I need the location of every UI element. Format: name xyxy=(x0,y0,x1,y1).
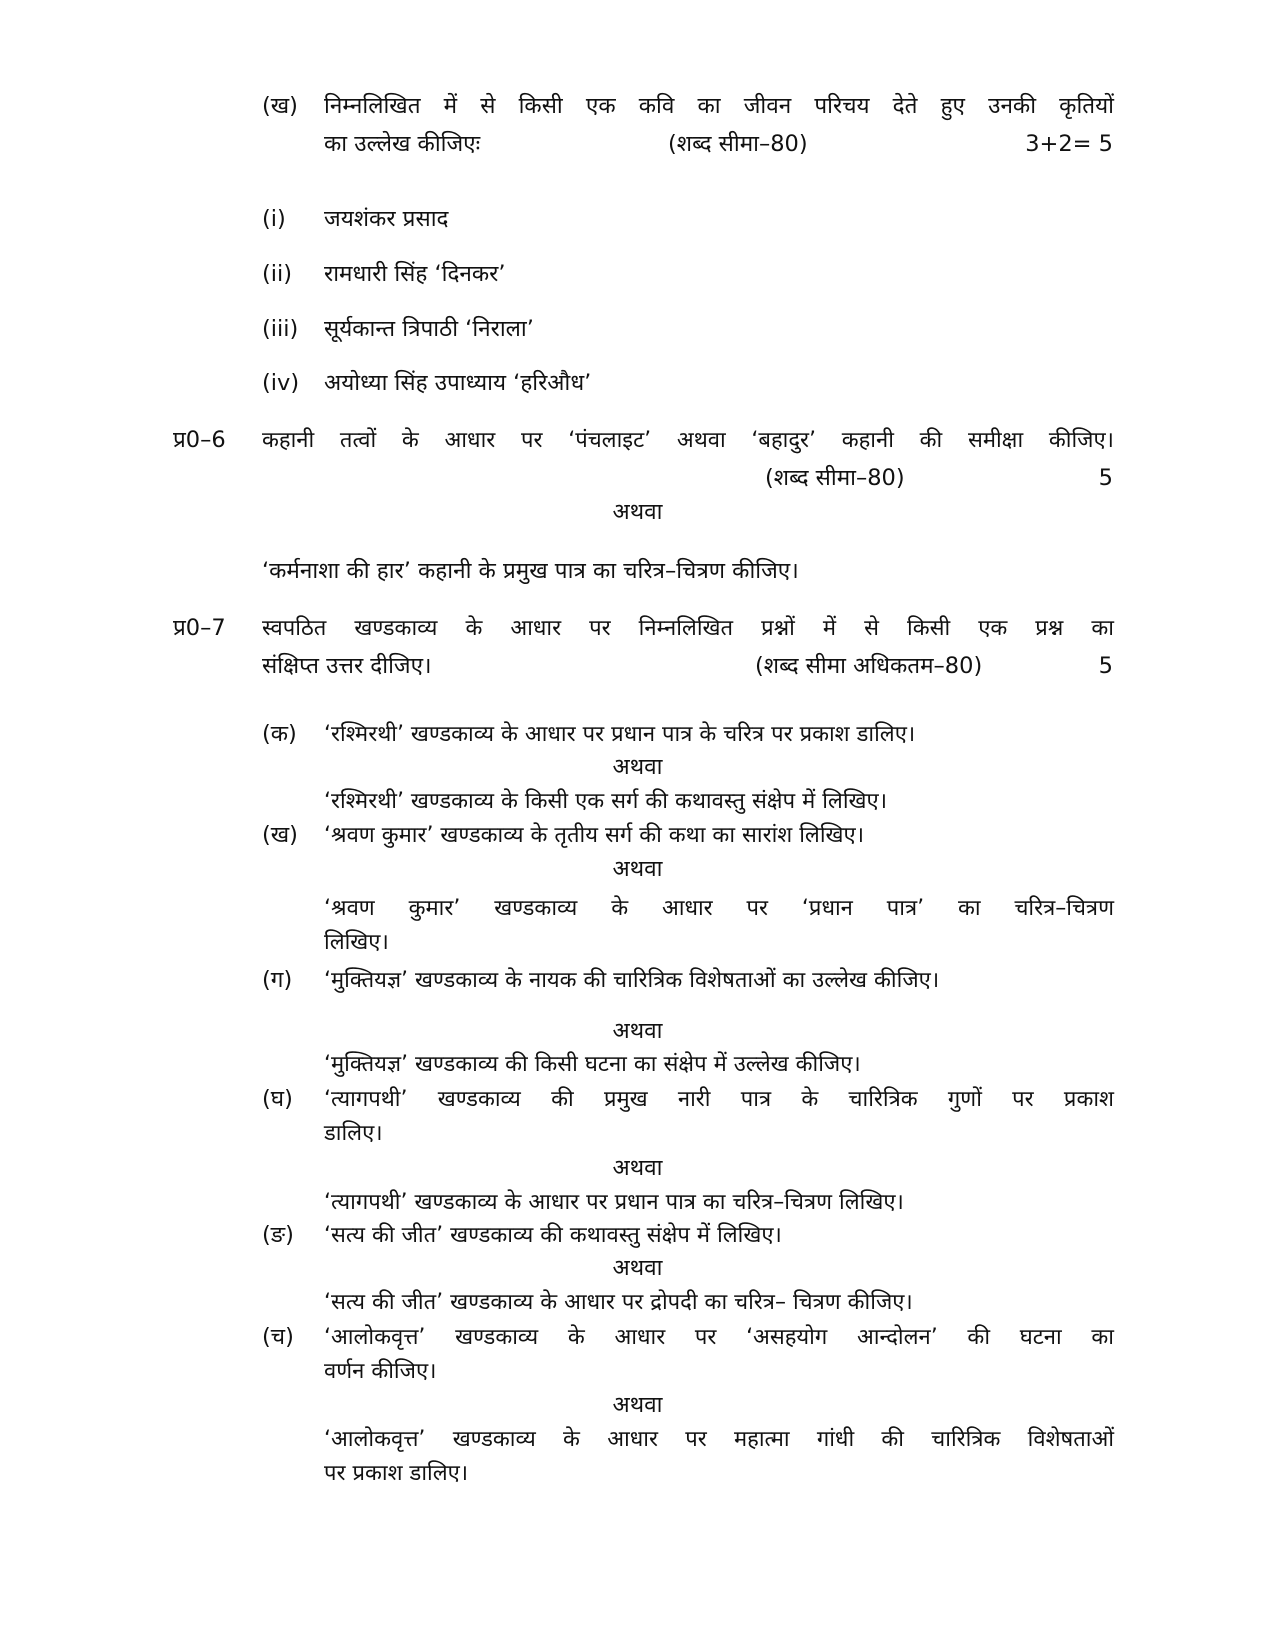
part-gha-alternative: ‘त्यागपथी’ खण्डकाव्य के आधार पर प्रधान पात्र का चरित्र–चित्रण लिखिए। xyxy=(324,1190,904,1215)
option-label: (ii) xyxy=(262,261,293,287)
q5-kha-word-limit: (शब्द सीमा–80) xyxy=(668,131,808,157)
part-ga-alternative: ‘मुक्तियज्ञ’ खण्डकाव्य की किसी घटना का संक्षेप में उल्लेख कीजिए। xyxy=(324,1052,861,1077)
part-gha-question-line1: ‘त्यागपथी’ खण्डकाव्य की प्रमुख नारी पात्र के चारित्रिक गुणों पर प्रकाश xyxy=(324,1087,1114,1112)
q7-line2: संक्षिप्त उत्तर दीजिए। xyxy=(262,653,432,679)
part-ga-or: अथवा xyxy=(612,1018,663,1044)
q7-word-limit: (शब्द सीमा अधिकतम–80) xyxy=(755,653,983,679)
part-gha-question-line2: डालिए। xyxy=(324,1121,383,1146)
q5-kha-marks: 3+2= 5 xyxy=(1025,131,1113,157)
option-label: (iv) xyxy=(262,370,300,396)
part-nga-alternative: ‘सत्य की जीत’ खण्डकाव्य के आधार पर द्रोपदी का चरित्र– चित्रण कीजिए। xyxy=(324,1290,913,1315)
q6-word-limit: (शब्द सीमा–80) xyxy=(765,465,905,491)
part-ka-or: अथवा xyxy=(612,754,663,780)
part-kha-or: अथवा xyxy=(612,856,663,882)
part-nga-or: अथवा xyxy=(612,1255,663,1281)
part-ga-question: ‘मुक्तियज्ञ’ खण्डकाव्य के नायक की चारित्रिक विशेषताओं का उल्लेख कीजिए। xyxy=(324,968,940,993)
part-ga-label: (ग) xyxy=(262,967,293,993)
part-cha-label: (च) xyxy=(262,1324,294,1350)
part-gha-or: अथवा xyxy=(612,1155,663,1181)
part-cha-question-line2: वर्णन कीजिए। xyxy=(324,1359,437,1384)
q5-kha-line1: निम्नलिखित में से किसी एक कवि का जीवन परिचय देते हुए उनकी कृतियों xyxy=(324,93,1114,119)
part-nga-question: ‘सत्य की जीत’ खण्डकाव्य की कथावस्तु संक्षेप में लिखिए। xyxy=(324,1223,782,1248)
part-kha-alternative-line1: ‘श्रवण कुमार’ खण्डकाव्य के आधार पर ‘प्रधान पात्र’ का चरित्र–चित्रण xyxy=(324,896,1114,921)
part-cha-alternative-line2: पर प्रकाश डालिए। xyxy=(324,1461,469,1486)
q6-or: अथवा xyxy=(612,499,663,525)
option-text: सूर्यकान्त त्रिपाठी ‘निराला’ xyxy=(324,316,534,342)
part-gha-label: (घ) xyxy=(262,1086,293,1112)
option-text: रामधारी सिंह ‘दिनकर’ xyxy=(324,261,506,287)
q7-marks: 5 xyxy=(1098,653,1113,679)
q5-kha-line2: का उल्लेख कीजिएः xyxy=(324,131,481,157)
q7-label: प्र0–7 xyxy=(173,615,226,641)
part-kha-question: ‘श्रवण कुमार’ खण्डकाव्य के तृतीय सर्ग की कथा का सारांश लिखिए। xyxy=(324,823,865,848)
option-label: (i) xyxy=(262,206,286,232)
option-text: जयशंकर प्रसाद xyxy=(324,206,449,232)
option-text: अयोध्या सिंह उपाध्याय ‘हरिऔध’ xyxy=(324,370,592,396)
option-label: (iii) xyxy=(262,316,299,342)
part-kha-label: (ख) xyxy=(262,822,298,848)
part-ka-label: (क) xyxy=(262,721,297,747)
part-cha-or: अथवा xyxy=(612,1392,663,1418)
part-cha-question-line1: ‘आलोकवृत्त’ खण्डकाव्य के आधार पर ‘असहयोग आन्दोलन’ की घटना का xyxy=(324,1325,1114,1350)
part-nga-label: (ङ) xyxy=(262,1222,294,1248)
q6-marks: 5 xyxy=(1098,465,1113,491)
q5-kha-label: (ख) xyxy=(262,93,298,119)
q6-line1: कहानी तत्वों के आधार पर ‘पंचलाइट’ अथवा ‘बहादुर’ कहानी की समीक्षा कीजिए। xyxy=(262,428,1114,453)
q7-line1: स्वपठित खण्डकाव्य के आधार पर निम्नलिखित प्रश्नों में से किसी एक प्रश्न का xyxy=(262,616,1114,641)
part-ka-alternative: ‘रश्मिरथी’ खण्डकाव्य के किसी एक सर्ग की कथावस्तु संक्षेप में लिखिए। xyxy=(324,789,888,814)
q6-alternative: ‘कर्मनाशा की हार’ कहानी के प्रमुख पात्र का चरित्र–चित्रण कीजिए। xyxy=(262,558,799,584)
part-kha-alternative-line2: लिखिए। xyxy=(324,930,389,955)
part-cha-alternative-line1: ‘आलोकवृत्त’ खण्डकाव्य के आधार पर महात्मा गांधी की चारित्रिक विशेषताओं xyxy=(324,1427,1114,1452)
q6-label: प्र0–6 xyxy=(173,427,226,453)
part-ka-question: ‘रश्मिरथी’ खण्डकाव्य के आधार पर प्रधान पात्र के चरित्र पर प्रकाश डालिए। xyxy=(324,722,916,747)
